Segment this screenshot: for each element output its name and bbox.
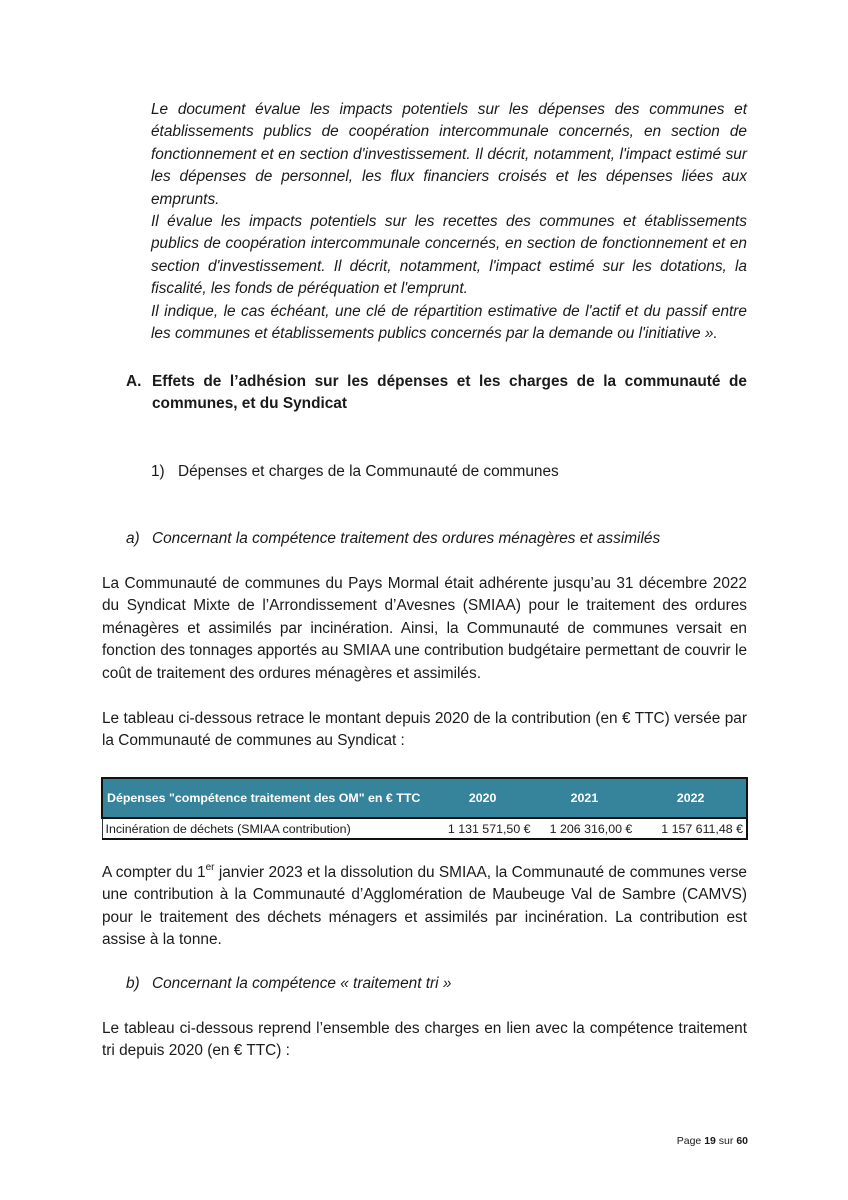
body-paragraph bbox=[102, 862, 747, 952]
table-header-cell: 2022 bbox=[635, 778, 747, 818]
subsection-heading-b bbox=[126, 973, 451, 995]
page-number: 19 bbox=[704, 1135, 716, 1147]
footer-separator: sur bbox=[718, 1135, 734, 1147]
quote-paragraph: Le document évalue les impacts potentiels sur les dépenses des communes et établissements publics de coopération intercommunale concernés, en section de fonctionnement et en section d'investissement. Il décrit, notamment, l'impact estimé sur les dépenses de personnel, les flux financiers croisés et les dépenses liées aux emprunts. bbox=[151, 101, 747, 208]
subsection-title: Concernant la compétence traitement des ordures ménagères et assimilés bbox=[152, 530, 661, 547]
subsection-title: Concernant la compétence « traitement tri » bbox=[152, 975, 452, 992]
text-run: janvier 2023 et la dissolution du SMIAA, la Communauté de communes verse une contribution à la Communauté d’Agglomération de Maubeuge Val de Sambre (CAMVS) pour le traitement des déchets ménagers et assimilés par incinération. La contribution est assise à la tonne. bbox=[102, 864, 747, 949]
footer-prefix: Page bbox=[676, 1135, 702, 1147]
quote-paragraph: Il évalue les impacts potentiels sur les recettes des communes et établissements publics de coopération intercommunale concernés, en section de fonctionnement et en section d'investissement. Il décrit, notamment, l'impact estimé sur les dotations, la fiscalité, les fonds de péréquation et l'emprunt. bbox=[151, 213, 747, 298]
quote-paragraph: Il indique, le cas échéant, une clé de répartition estimative de l'actif et du passif entre les communes et établissements publics concernés par la demande ou l'initiative ». bbox=[151, 302, 747, 343]
table-header-cell: 2021 bbox=[534, 778, 636, 818]
quoted-legal-text bbox=[151, 99, 747, 345]
subsection-heading-a bbox=[126, 528, 660, 550]
subsection-heading-1 bbox=[151, 461, 559, 483]
table-header-cell: Dépenses "compétence traitement des OM" en € TTC bbox=[102, 778, 432, 818]
table-header-cell: 2020 bbox=[432, 778, 534, 818]
subsection-title: Dépenses et charges de la Communauté de communes bbox=[178, 463, 559, 480]
superscript: er bbox=[205, 861, 215, 873]
subsection-letter: b) bbox=[126, 975, 140, 992]
section-title: Effets de l’adhésion sur les dépenses et les charges de la communauté de communes, et du Syndicat bbox=[152, 373, 747, 413]
body-paragraph: Le tableau ci-dessous reprend l’ensemble des charges en lien avec la compétence traitement tri depuis 2020 (en € TTC) : bbox=[102, 1020, 747, 1060]
table-cell: 1 157 611,48 € bbox=[635, 818, 747, 839]
table-cell: Incinération de déchets (SMIAA contribution) bbox=[102, 818, 432, 839]
contribution-table bbox=[101, 777, 748, 840]
section-heading-a bbox=[126, 371, 747, 416]
table-row bbox=[102, 818, 747, 839]
subsection-number: 1) bbox=[151, 463, 165, 480]
subsection-letter: a) bbox=[126, 530, 140, 547]
body-paragraph: La Communauté de communes du Pays Mormal était adhérente jusqu’au 31 décembre 2022 du Syndicat Mixte de l’Arrondissement d’Avesnes (SMIAA) pour le traitement des ordures ménagères et assimilés par incinération. Ainsi, la Communauté de communes versait en fonction des tonnages apportés au SMIAA une contribution budgétaire permettant de couvrir le coût de traitement des ordures ménagères et assimilés. bbox=[102, 575, 747, 682]
body-paragraph: Le tableau ci-dessous retrace le montant depuis 2020 de la contribution (en € TTC) versée par la Communauté de communes au Syndicat : bbox=[102, 710, 747, 750]
text-run: A compter du 1 bbox=[102, 864, 206, 881]
page-footer bbox=[677, 1135, 748, 1147]
table-cell: 1 206 316,00 € bbox=[534, 818, 636, 839]
page-total: 60 bbox=[736, 1135, 748, 1147]
section-letter: A. bbox=[126, 373, 142, 390]
table-header-row bbox=[102, 778, 747, 818]
table-cell: 1 131 571,50 € bbox=[432, 818, 534, 839]
